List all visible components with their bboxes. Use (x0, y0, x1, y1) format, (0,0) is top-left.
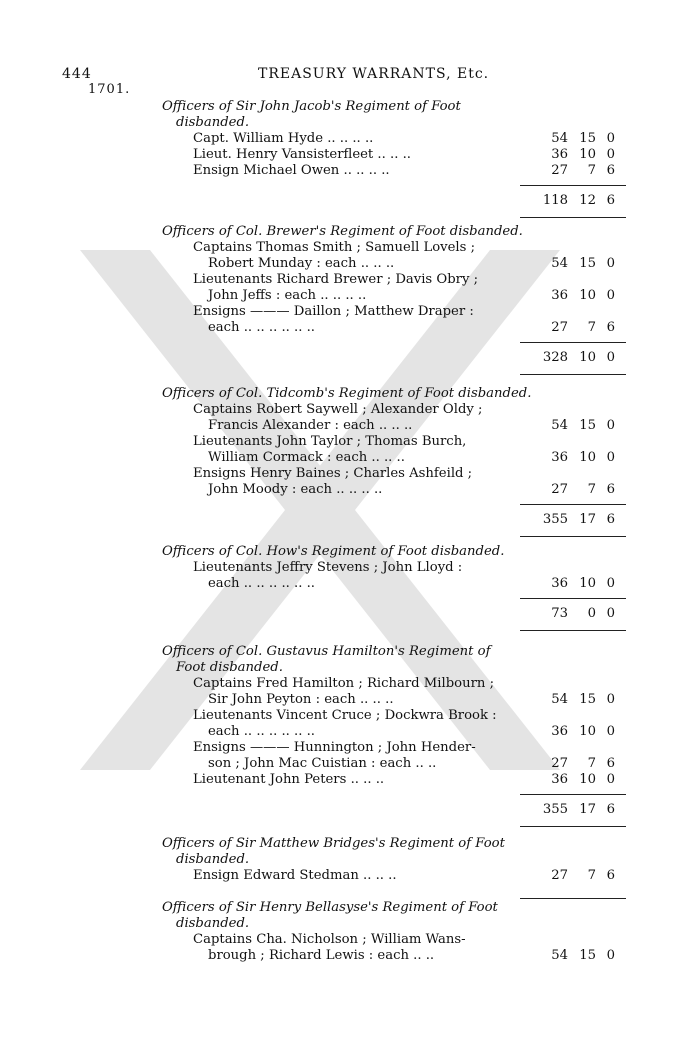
entry-line: brough ; Richard Lewis : each .. .. (208, 948, 435, 963)
section-heading: Officers of Col. Tidcomb's Regiment of Foot disbanded. (162, 386, 532, 401)
entry-amount-shillings: 15 (579, 418, 596, 433)
section-total-pence: 0 (606, 350, 615, 365)
section-end-rule (520, 898, 626, 899)
sum-rule (520, 794, 626, 795)
entry-line: Captains Thomas Smith ; Samuell Lovels ; (193, 240, 476, 255)
entry-line: Lieutenants Jeffry Stevens ; John Lloyd : (193, 560, 463, 575)
entry-amount-shillings: 15 (579, 131, 596, 146)
entry-amount-pence: 0 (606, 724, 615, 739)
entry-amount-pence: 0 (606, 288, 615, 303)
entry-amount-pence: 0 (606, 576, 615, 591)
entry-line: Lieutenants Vincent Cruce ; Dockwra Brook : (193, 708, 497, 723)
entry-amount-shillings: 10 (579, 576, 596, 591)
entry-amount-pence: 0 (606, 256, 615, 271)
page-number: 444 (62, 66, 92, 82)
entry-amount-pounds: 27 (551, 868, 568, 883)
entry-line: Sir John Peyton : each .. .. .. (208, 692, 394, 707)
entry-amount-pence: 0 (606, 418, 615, 433)
section-heading: disbanded. (176, 852, 250, 867)
entry-amount-pence: 6 (606, 756, 615, 771)
entry-line: Robert Munday : each .. .. .. (208, 256, 395, 271)
section-heading: disbanded. (176, 115, 250, 130)
entry-amount-shillings: 15 (579, 256, 596, 271)
section-total-shillings: 17 (579, 802, 596, 817)
entry-line: Lieut. Henry Vansisterfleet .. .. .. (193, 147, 411, 162)
running-title: TREASURY WARRANTS, Etc. (258, 66, 490, 82)
section-heading: Officers of Sir John Jacob's Regiment of Foot (162, 99, 461, 114)
entry-amount-pounds: 27 (551, 756, 568, 771)
entry-amount-shillings: 7 (587, 320, 596, 335)
section-total-pounds: 355 (542, 512, 568, 527)
entry-line: John Moody : each .. .. .. .. (208, 482, 383, 497)
entry-amount-pounds: 54 (551, 256, 568, 271)
entry-amount-pence: 0 (606, 450, 615, 465)
entry-line: Francis Alexander : each .. .. .. (208, 418, 413, 433)
entry-amount-pence: 6 (606, 320, 615, 335)
entry-line: son ; John Mac Cuistian : each .. .. (208, 756, 437, 771)
entry-amount-shillings: 7 (587, 482, 596, 497)
entry-amount-pence: 6 (606, 163, 615, 178)
entry-line: Captains Fred Hamilton ; Richard Milbourn ; (193, 676, 495, 691)
section-total-shillings: 17 (579, 512, 596, 527)
entry-line: Lieutenant John Peters .. .. .. (193, 772, 385, 787)
entry-amount-pence: 0 (606, 147, 615, 162)
sum-rule (520, 598, 626, 599)
section-total-pence: 6 (606, 193, 615, 208)
entry-amount-pence: 6 (606, 868, 615, 883)
entry-line: each .. .. .. .. .. .. (208, 320, 316, 335)
section-total-pence: 6 (606, 802, 615, 817)
entry-amount-shillings: 10 (579, 450, 596, 465)
entry-line: Captains Robert Saywell ; Alexander Oldy ; (193, 402, 483, 417)
entry-amount-pounds: 54 (551, 948, 568, 963)
section-total-pounds: 73 (551, 606, 568, 621)
section-heading: Officers of Col. How's Regiment of Foot disbanded. (162, 544, 505, 559)
entry-line: Capt. William Hyde .. .. .. .. (193, 131, 374, 146)
entry-amount-shillings: 10 (579, 772, 596, 787)
section-heading: Officers of Col. Brewer's Regiment of Foot disbanded. (162, 224, 523, 239)
entry-amount-shillings: 10 (579, 147, 596, 162)
section-total-pounds: 328 (542, 350, 568, 365)
entry-line: Lieutenants Richard Brewer ; Davis Obry ; (193, 272, 479, 287)
entry-amount-shillings: 7 (587, 163, 596, 178)
entry-amount-pounds: 27 (551, 482, 568, 497)
entry-amount-pounds: 54 (551, 418, 568, 433)
entry-amount-pounds: 54 (551, 692, 568, 707)
entry-amount-pounds: 36 (551, 772, 568, 787)
section-end-rule (520, 536, 626, 537)
entry-amount-pence: 0 (606, 692, 615, 707)
entry-amount-pounds: 27 (551, 320, 568, 335)
entry-amount-pounds: 36 (551, 288, 568, 303)
entry-amount-pence: 0 (606, 772, 615, 787)
entry-amount-pounds: 36 (551, 450, 568, 465)
section-total-shillings: 12 (579, 193, 596, 208)
entry-amount-shillings: 7 (587, 868, 596, 883)
entry-amount-shillings: 15 (579, 948, 596, 963)
entry-amount-pounds: 54 (551, 131, 568, 146)
sum-rule (520, 504, 626, 505)
section-heading: Foot disbanded. (176, 660, 283, 675)
entry-amount-pounds: 36 (551, 576, 568, 591)
entry-line: Ensigns ——— Hunnington ; John Hender- (193, 740, 476, 755)
entry-line: William Cormack : each .. .. .. (208, 450, 405, 465)
margin-year: 1701. (88, 82, 131, 97)
entry-amount-shillings: 15 (579, 692, 596, 707)
entry-amount-pounds: 36 (551, 724, 568, 739)
section-end-rule (520, 217, 626, 218)
section-heading: Officers of Sir Matthew Bridges's Regiment of Foot (162, 836, 505, 851)
entry-amount-pounds: 27 (551, 163, 568, 178)
section-heading: Officers of Sir Henry Bellasyse's Regiment of Foot (162, 900, 498, 915)
section-total-pounds: 355 (542, 802, 568, 817)
entry-amount-pounds: 36 (551, 147, 568, 162)
entry-line: each .. .. .. .. .. .. (208, 724, 316, 739)
section-total-shillings: 0 (587, 606, 596, 621)
entry-line: John Jeffs : each .. .. .. .. (208, 288, 367, 303)
entry-line: Ensigns Henry Baines ; Charles Ashfeild ; (193, 466, 473, 481)
sum-rule (520, 342, 626, 343)
section-total-pounds: 118 (542, 193, 568, 208)
section-total-pence: 0 (606, 606, 615, 621)
entry-line: Ensigns ——— Daillon ; Matthew Draper : (193, 304, 474, 319)
entry-line: Ensign Michael Owen .. .. .. .. (193, 163, 390, 178)
entry-amount-pence: 0 (606, 131, 615, 146)
sum-rule (520, 185, 626, 186)
entry-amount-pence: 0 (606, 948, 615, 963)
entry-line: each .. .. .. .. .. .. (208, 576, 316, 591)
entry-line: Ensign Edward Stedman .. .. .. (193, 868, 397, 883)
section-total-shillings: 10 (579, 350, 596, 365)
section-heading: Officers of Col. Gustavus Hamilton's Regiment of (162, 644, 491, 659)
section-end-rule (520, 374, 626, 375)
section-total-pence: 6 (606, 512, 615, 527)
entry-amount-shillings: 10 (579, 724, 596, 739)
section-heading: disbanded. (176, 916, 250, 931)
entry-amount-shillings: 7 (587, 756, 596, 771)
section-end-rule (520, 630, 626, 631)
entry-amount-pence: 6 (606, 482, 615, 497)
entry-line: Captains Cha. Nicholson ; William Wans- (193, 932, 466, 947)
section-end-rule (520, 826, 626, 827)
entry-amount-shillings: 10 (579, 288, 596, 303)
entry-line: Lieutenants John Taylor ; Thomas Burch, (193, 434, 467, 449)
